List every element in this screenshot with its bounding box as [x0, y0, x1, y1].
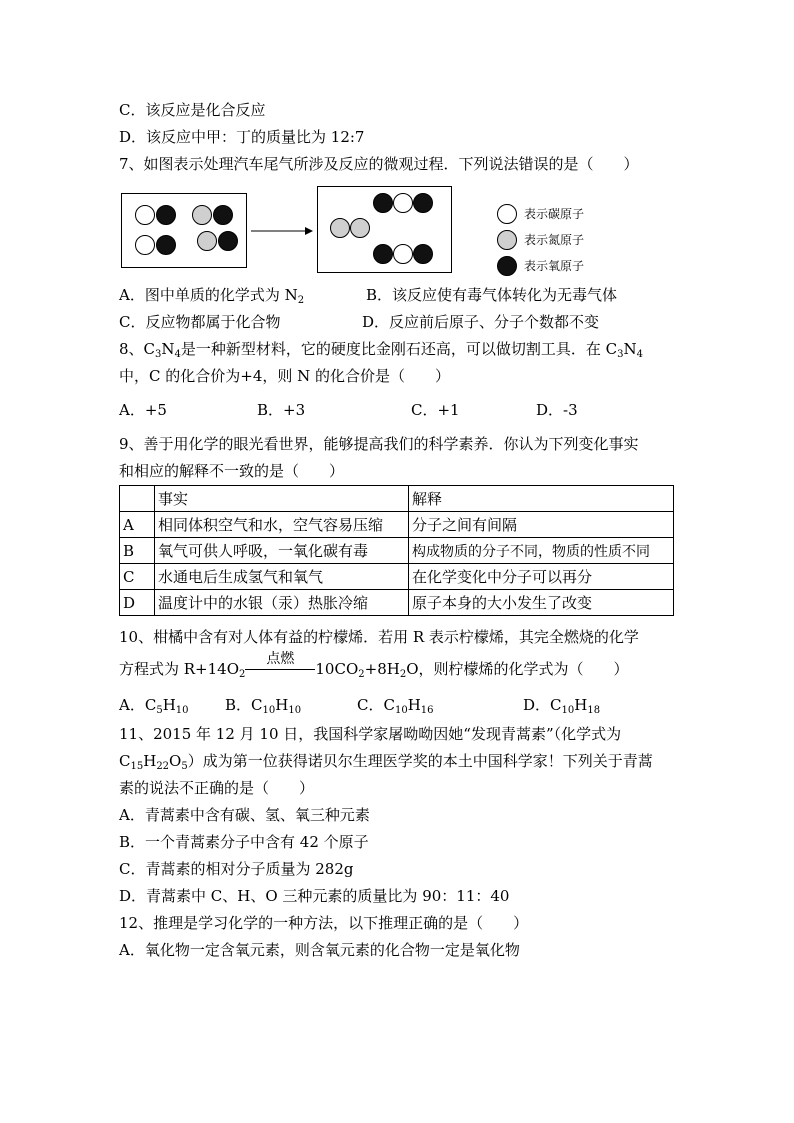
reactants-box: [121, 193, 247, 268]
q10-option-b: B．$C_{10}H_{10}$: [225, 696, 302, 716]
table-row: [120, 538, 674, 564]
oxygen-atom-legend-icon: [497, 256, 517, 276]
table-header-cell: 解释: [409, 486, 674, 512]
table-row: [120, 564, 674, 590]
table-cell: 氧气可供人呼吸，一氧化碳有毒: [155, 538, 409, 564]
table-cell: 原子本身的大小发生了改变: [409, 590, 674, 616]
q11-option-d: D．青蒿素中 C、H、O 三种元素的质量比为 90：11：40: [119, 887, 510, 905]
q10-stem-line1: 10、柑橘中含有对人体有益的柠檬烯．若用 R 表示柠檬烯，其完全燃烧的化学: [119, 628, 639, 646]
carbon-atom: [135, 235, 155, 255]
q8-option-c: C．+1: [411, 401, 460, 419]
oxygen-atom: [413, 244, 433, 264]
oxygen-atom: [213, 205, 233, 225]
table-cell: 温度计中的水银（汞）热胀冷缩: [155, 590, 409, 616]
table-cell: 水通电后生成氢气和氧气: [155, 564, 409, 590]
nitrogen-atom-legend-icon: [497, 230, 517, 250]
table-cell: B: [120, 538, 155, 564]
q11-option-c: C．青蒿素的相对分子质量为 282g: [119, 860, 354, 878]
q10-option-a: A．$C_5H_{10}$: [119, 696, 189, 716]
table-cell: A: [120, 512, 155, 538]
fact-explanation-table: [119, 485, 674, 616]
table-header-cell: 事实: [155, 486, 409, 512]
carbon-atom: [393, 193, 413, 213]
q10-option-c: C．$C_{10}H_{16}$: [357, 696, 434, 716]
q7-option-b: B．该反应使有毒气体转化为无毒气体: [366, 286, 618, 304]
q10-option-d: D．$C_{10}H_{18}$: [523, 696, 601, 716]
q10-stem-line2: 方程式为 $R+14O_2$ 点燃 $10CO_2+8H_2O$，则柠檬烯的化学式为（ ）: [119, 651, 629, 680]
legend-carbon-label: 表示碳原子: [524, 207, 585, 221]
q8-stem-line1: 8、$C_3N_4$是一种新型材料，它的硬度比金刚石还高，可以做切割工具．在 $C_3N_4$: [119, 340, 644, 360]
legend-oxygen-label: 表示氧原子: [524, 259, 585, 273]
q8-option-b: B．+3: [257, 401, 306, 419]
nitrogen-atom: [192, 205, 212, 225]
table-header-row: [120, 486, 674, 512]
q8-option-a: A．+5: [119, 401, 167, 419]
table-header-cell: [120, 486, 155, 512]
nitrogen-atom: [330, 218, 350, 238]
q9-stem-line2: 和相应的解释不一致的是（ ）: [119, 462, 345, 480]
nitrogen-atom: [197, 231, 217, 251]
oxygen-atom: [156, 205, 176, 225]
table-cell: D: [120, 590, 155, 616]
oxygen-atom: [373, 244, 393, 264]
reaction-arrow-icon: [249, 224, 315, 238]
table-cell: 在化学变化中分子可以再分: [409, 564, 674, 590]
oxygen-atom: [156, 235, 176, 255]
reaction-condition: 点燃: [245, 659, 315, 679]
q12-option-a: A．氧化物一定含氧元素，则含氧元素的化合物一定是氧化物: [119, 941, 520, 959]
oxygen-atom: [218, 231, 238, 251]
carbon-atom-legend-icon: [497, 204, 517, 224]
q11-stem-line1: 11、2015 年 12 月 10 日，我国科学家屠呦呦因她“发现青蒿素”（化学式为: [119, 725, 622, 743]
q7-stem: 7、如图表示处理汽车尾气所涉及反应的微观过程．下列说法错误的是（ ）: [119, 155, 639, 173]
q7-option-a: A．图中单质的化学式为 $N_2$: [119, 286, 305, 306]
q6-option-d: D．该反应中甲：丁的质量比为 12:7: [119, 128, 365, 146]
q11-option-a: A．青蒿素中含有碳、氢、氧三种元素: [119, 806, 370, 824]
q11-option-b: B．一个青蒿素分子中含有 42 个原子: [119, 833, 369, 851]
oxygen-atom: [413, 193, 433, 213]
q11-stem-line2: $C_{15}H_{22}O_5$）成为第一位获得诺贝尔生理医学奖的本土中国科学家！下列关于青蒿: [119, 752, 653, 772]
table-row: [120, 512, 674, 538]
q8-option-d: D．-3: [536, 401, 578, 419]
q7-option-c: C．反应物都属于化合物: [119, 313, 281, 331]
q8-stem-line2: 中，C 的化合价为+4，则 N 的化合价是（ ）: [119, 367, 451, 385]
q7-option-d: D．反应前后原子、分子个数都不变: [362, 313, 600, 331]
carbon-atom: [393, 244, 413, 264]
products-box: [317, 186, 452, 273]
table-cell: 构成物质的分子不同，物质的性质不同: [409, 538, 674, 564]
q6-option-c: C．该反应是化合反应: [119, 101, 266, 119]
legend-nitrogen-label: 表示氮原子: [524, 233, 585, 247]
q9-stem-line1: 9、善于用化学的眼光看世界，能够提高我们的科学素养．你认为下列变化事实: [119, 435, 639, 453]
nitrogen-atom: [350, 218, 370, 238]
oxygen-atom: [373, 193, 393, 213]
q12-stem: 12、推理是学习化学的一种方法，以下推理正确的是（ ）: [119, 914, 529, 932]
table-cell: 分子之间有间隔: [409, 512, 674, 538]
table-cell: C: [120, 564, 155, 590]
table-row: [120, 590, 674, 616]
q11-stem-line3: 素的说法不正确的是（ ）: [119, 779, 315, 797]
carbon-atom: [135, 205, 155, 225]
table-cell: 相同体积空气和水，空气容易压缩: [155, 512, 409, 538]
